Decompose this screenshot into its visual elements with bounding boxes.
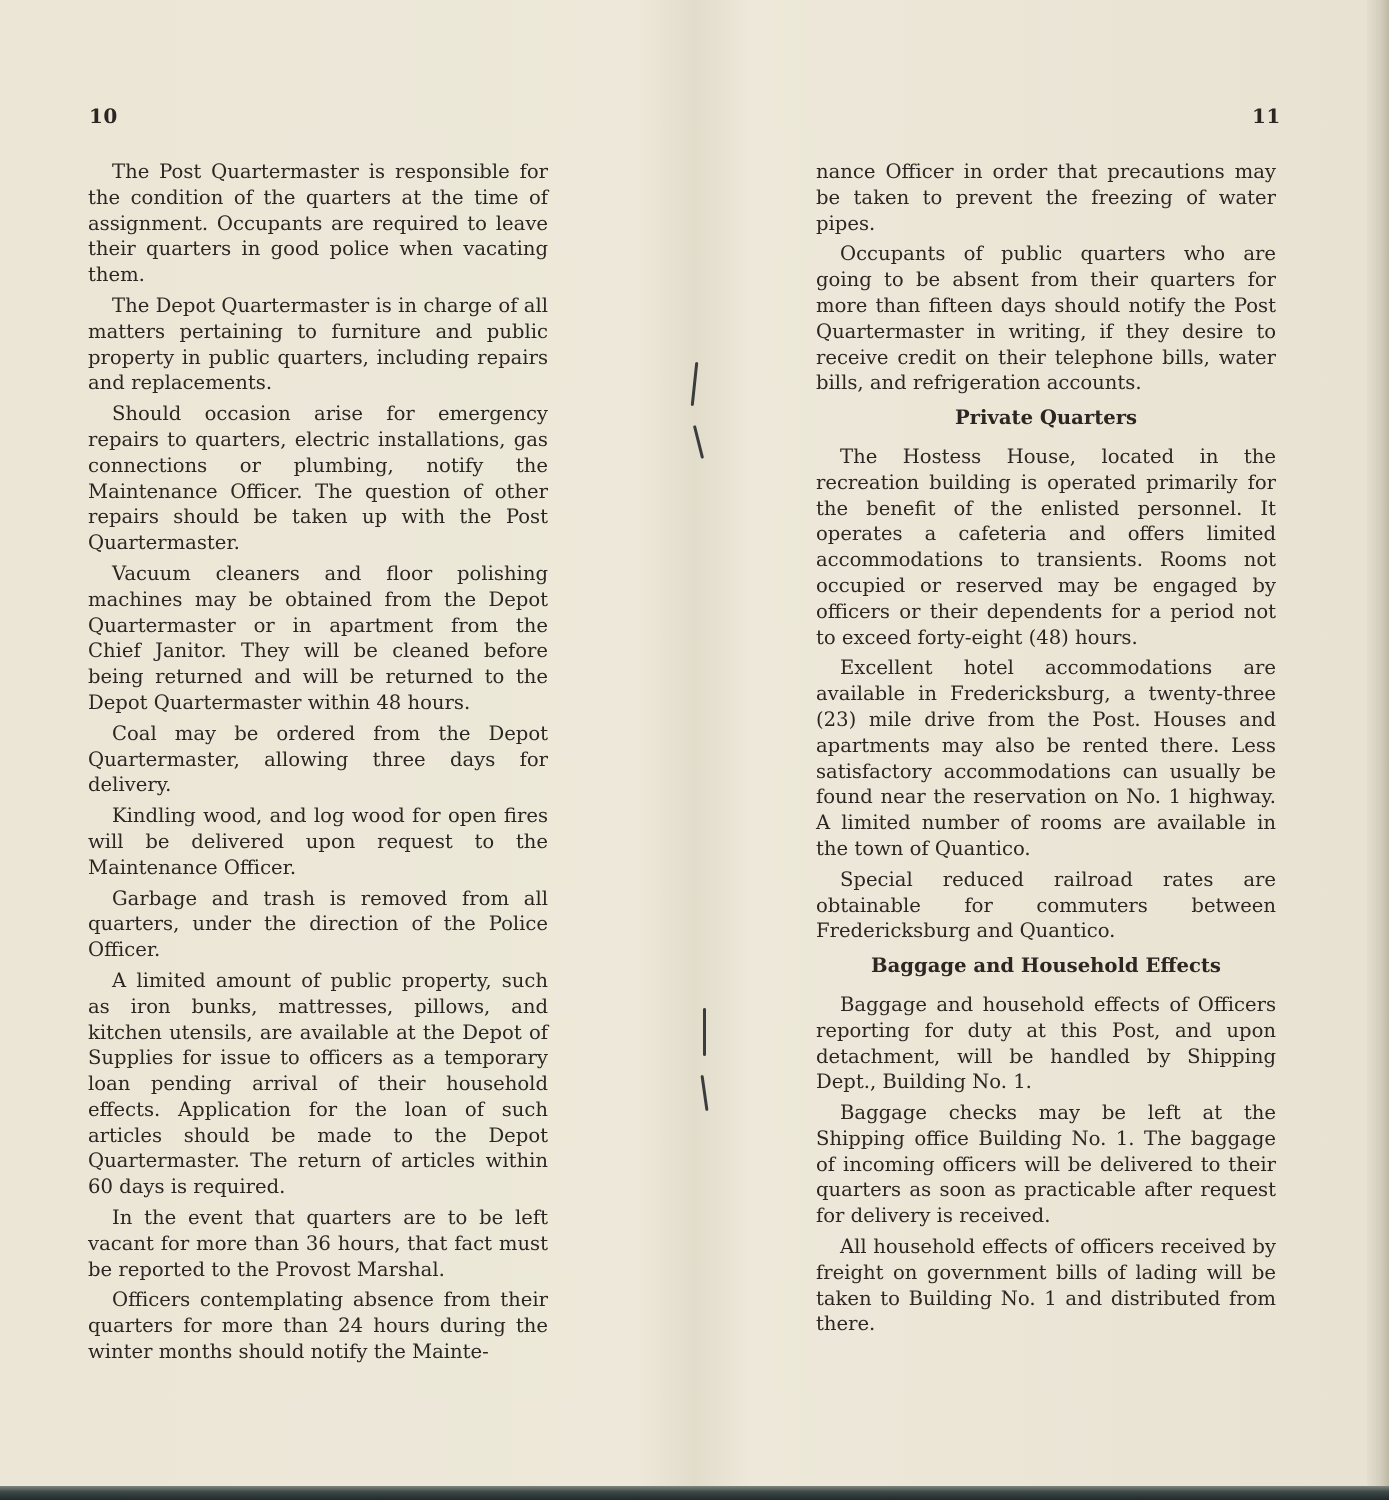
paragraph: Should occasion arise for emergency repairs to quarters, electric installations, gas connections or plumbing, notify the Maintenance Officer. The question of other repairs should be taken up with the Post Quartermaster.	[88, 402, 548, 555]
paragraph: Coal may be ordered from the Depot Quartermaster, allowing three days for delivery.	[88, 721, 548, 797]
paragraph: Excellent hotel accommodations are available in Fredericksburg, a twenty-three (23) mile drive from the Post. Houses and apartments may also be rented there. Less satisfactory accommodations can usually be found near the reservation on No. 1 highway. A limited number of rooms are available in the town of Quantico.	[816, 656, 1276, 860]
section-heading-private-quarters: Private Quarters	[954, 406, 1138, 430]
continued-paragraph: nance Officer in order that precautions may be taken to prevent the freezing of water pipes.	[816, 160, 1276, 235]
staple-top-lower	[693, 425, 704, 459]
paragraph: All household effects of officers received by freight on government bills of lading will be taken to Building No. 1 and distributed from there.	[816, 1235, 1276, 1336]
paragraph: Garbage and trash is removed from all quarters, under the direction of the Police Officer.	[88, 886, 548, 962]
section-heading-baggage: Baggage and Household Effects	[871, 954, 1221, 978]
paragraph: The Depot Quartermaster is in charge of all matters pertaining to furniture and public property in public quarters, including repairs and replacements.	[88, 293, 548, 395]
left-page-body	[88, 159, 548, 1370]
cover-edge	[0, 1486, 1389, 1500]
paragraph: In the event that quarters are to be left vacant for more than 36 hours, that fact must be reported to the Provost Marshal.	[88, 1206, 548, 1281]
paragraph: Baggage and household effects of Officers reporting for duty at this Post, and upon detachment, will be handled by Shipping Dept., Building No. 1.	[816, 992, 1276, 1094]
paragraph: Occupants of public quarters who are going to be absent from their quarters for more than fifteen days should notify the Post Quartermaster in writing, if they desire to receive credit on their telephone bills, water bills, and refrigeration accounts.	[816, 242, 1276, 395]
paragraph: The Hostess House, located in the recreation building is operated primarily for the benefit of the enlisted personnel. It operates a cafeteria and offers limited accommodations to transients. Rooms not occupied or reserved may be engaged by officers or their dependents for a period not to exceed forty-eight (48) hours.	[816, 444, 1276, 649]
paragraph: A limited amount of public property, such as iron bunks, mattresses, pillows, and kitchen utensils, are available at the Depot of Supplies for issue to officers as a temporary loan pending arrival of their household effects. Application for the loan of such articles should be made to the Depot Quartermaster. The return of articles within 60 days is required.	[88, 968, 548, 1199]
staple-bottom-lower	[701, 1075, 709, 1111]
paragraph: Baggage checks may be left at the Shipping office Building No. 1. The baggage of incoming officers will be delivered to their quarters as soon as practicable after request for delivery is received.	[816, 1101, 1276, 1228]
paragraph: The Post Quartermaster is responsible for the condition of the quarters at the time of assignment. Occupants are required to leave their quarters in good police when vacating them.	[88, 160, 548, 287]
page-edge-shadow	[1367, 0, 1389, 1500]
staple-bottom-upper	[703, 1008, 706, 1056]
paragraph: Special reduced railroad rates are obtainable for commuters between Fredericksburg and Quantico.	[816, 867, 1276, 943]
right-page-number: 11	[1252, 104, 1281, 128]
staple-top-upper	[691, 362, 699, 406]
left-page-number: 10	[89, 104, 118, 128]
right-page-body	[816, 159, 1276, 1342]
paragraph: Kindling wood, and log wood for open fires will be delivered upon request to the Maintenance Officer.	[88, 804, 548, 879]
paragraph: Vacuum cleaners and floor polishing machines may be obtained from the Depot Quartermaster or in apartment from the Chief Janitor. They will be cleaned before being returned and will be returned to the Depot Quartermaster within 48 hours.	[88, 561, 548, 714]
paragraph: Officers contemplating absence from their quarters for more than 24 hours during the winter months should notify the Mainte-	[88, 1288, 548, 1364]
